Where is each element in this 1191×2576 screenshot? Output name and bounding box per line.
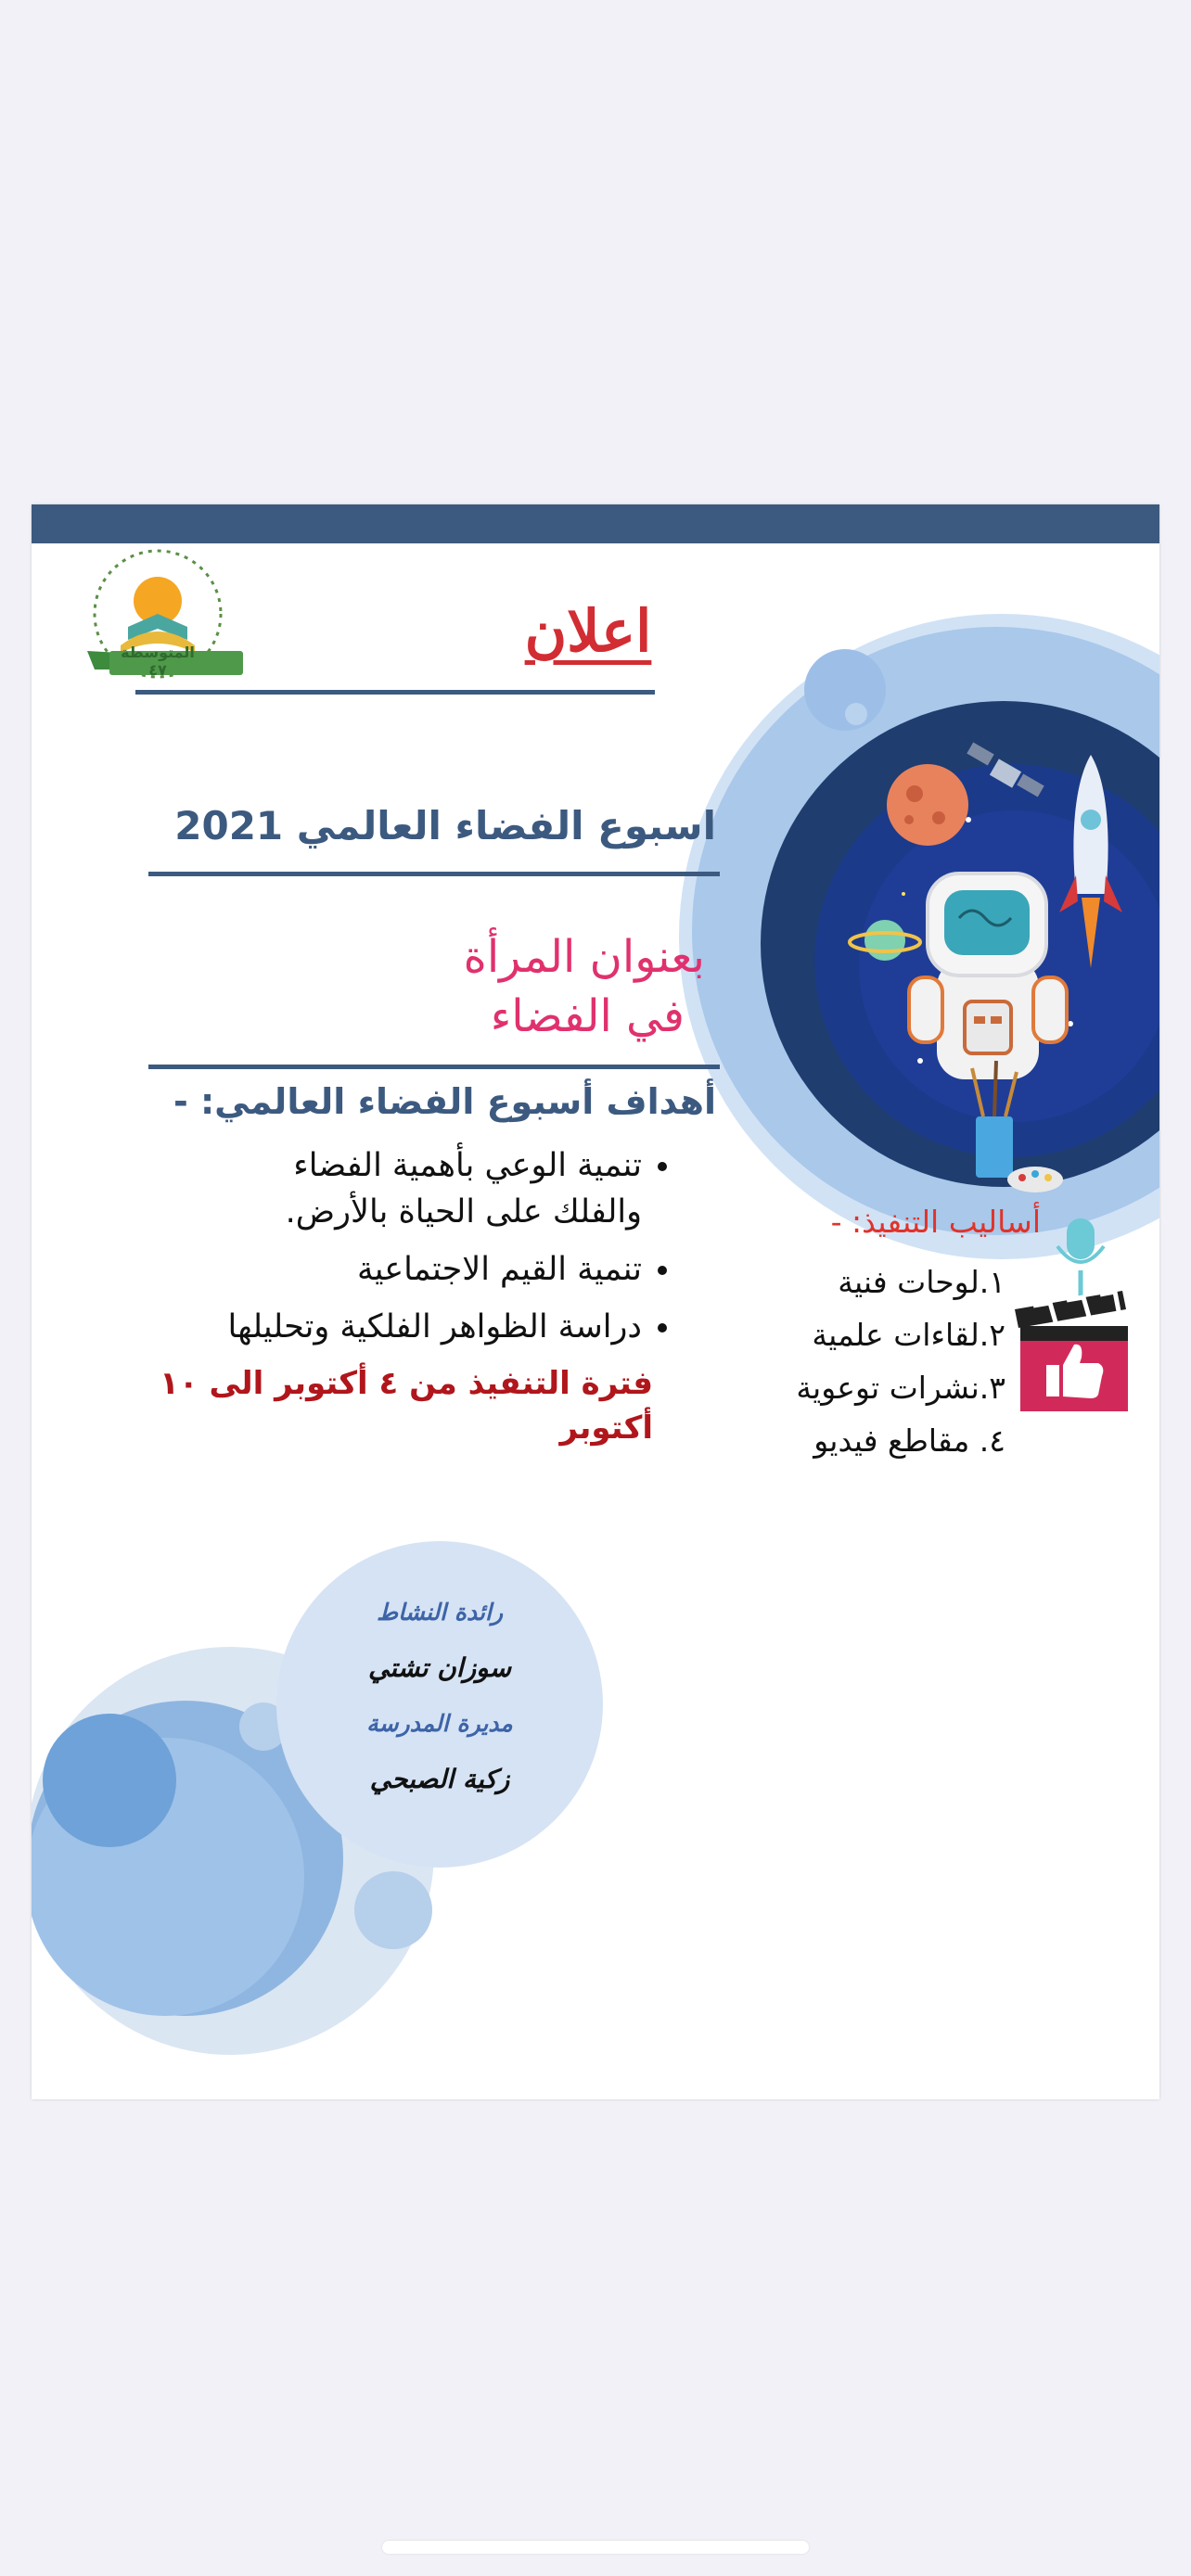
goals-list — [67, 1142, 679, 1361]
method-item: ٢.لقاءات علمية — [812, 1317, 1005, 1353]
goal-item — [67, 1246, 642, 1293]
principal-name: زكية الصبحي — [369, 1764, 510, 1794]
activity-leader-name: سوزان تشتي — [367, 1652, 512, 1683]
subtitle-divider — [148, 1065, 720, 1069]
goal-item — [67, 1142, 642, 1235]
event-title-divider — [148, 872, 720, 876]
methods-list — [699, 1256, 1005, 1467]
method-item: ٣.نشرات توعوية — [796, 1370, 1005, 1406]
method-item: ٤. مقاطع فيديو — [813, 1422, 1005, 1459]
title-divider — [135, 690, 655, 695]
event-title: اسبوع الفضاء العالمي 2021 — [174, 803, 716, 848]
activity-leader-role: رائدة النشاط — [376, 1599, 504, 1626]
palette-icon — [1007, 1167, 1063, 1192]
methods-heading: أساليب التنفيذ: - — [830, 1204, 1041, 1240]
school-logo-text: المتوسطة ٤٧ — [121, 644, 195, 679]
goal-text: تنمية الوعي بأهمية الفضاء — [293, 1147, 642, 1184]
implementation-period — [134, 1361, 653, 1450]
home-indicator[interactable] — [382, 2541, 809, 2554]
planet-icon — [887, 764, 968, 846]
principal-role: مديرة المدرسة — [366, 1710, 513, 1737]
goals-heading: أهداف أسبوع الفضاء العالمي: - — [173, 1081, 716, 1122]
period-line: فترة التنفيذ من ٤ أكتوبر الى ١٠ — [160, 1365, 653, 1402]
method-item: ١.لوحات فنية — [838, 1264, 1005, 1300]
period-line: أكتوبر — [559, 1409, 653, 1447]
announcement-page — [32, 504, 1159, 2099]
event-subtitle — [241, 927, 705, 1046]
subtitle-line: بعنوان المرأة — [463, 931, 705, 983]
subtitle-line: في الفضاء — [490, 990, 685, 1042]
goal-text: والفلك على الحياة بالأرض. — [285, 1193, 642, 1231]
goal-text: تنمية القيم الاجتماعية — [356, 1251, 642, 1288]
goal-item — [67, 1304, 642, 1350]
goal-text: دراسة الظواهر الفلكية وتحليلها — [227, 1308, 642, 1345]
announcement-title: اعلان — [524, 597, 652, 665]
